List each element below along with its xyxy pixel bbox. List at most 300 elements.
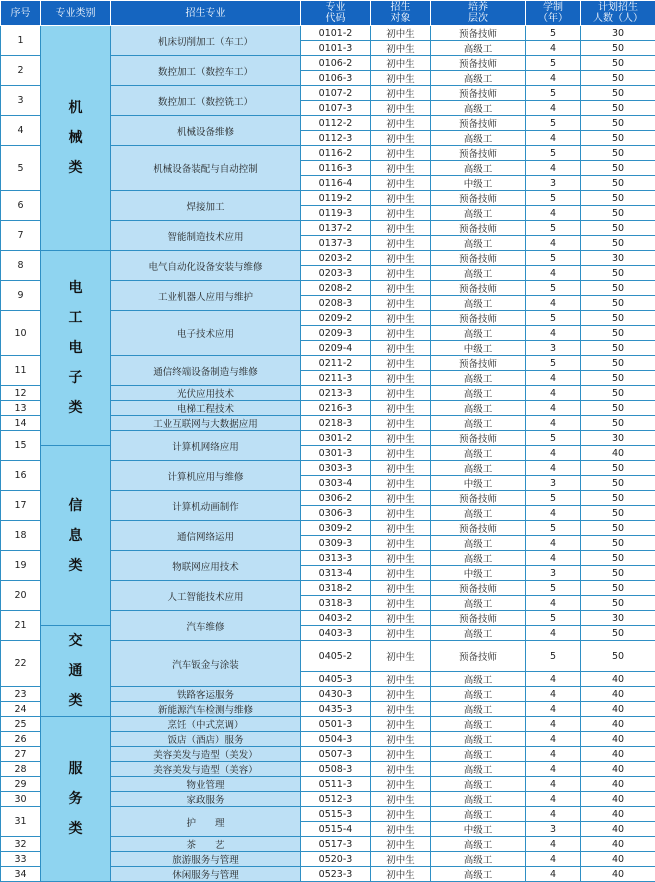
quota-cell: 30: [581, 611, 655, 626]
quota-cell: 40: [581, 792, 655, 807]
code-cell: 0301-2: [301, 431, 371, 446]
level-cell: 高级工: [431, 386, 526, 401]
years-cell: 5: [526, 491, 581, 506]
table-row: [1, 26, 655, 41]
quota-cell: 40: [581, 687, 655, 702]
years-cell: 4: [526, 71, 581, 86]
years-cell: 4: [526, 777, 581, 792]
target-cell: 初中生: [371, 26, 431, 41]
quota-cell: 50: [581, 146, 655, 161]
level-cell: 高级工: [431, 71, 526, 86]
years-cell: 4: [526, 101, 581, 116]
quota-cell: 50: [581, 131, 655, 146]
seq-cell: 18: [1, 521, 41, 551]
code-cell: 0435-3: [301, 702, 371, 717]
level-cell: 中级工: [431, 176, 526, 191]
target-cell: 初中生: [371, 476, 431, 491]
target-cell: 初中生: [371, 837, 431, 852]
quota-cell: 40: [581, 777, 655, 792]
target-cell: 初中生: [371, 71, 431, 86]
level-cell: 高级工: [431, 296, 526, 311]
years-cell: 4: [526, 732, 581, 747]
target-cell: 初中生: [371, 341, 431, 356]
category-cell: 交 通 类: [41, 626, 111, 717]
target-cell: 初中生: [371, 146, 431, 161]
target-cell: 初中生: [371, 206, 431, 221]
level-cell: 高级工: [431, 687, 526, 702]
major-name-cell: 烹饪（中式烹调）: [111, 717, 301, 732]
major-name-cell: 通信终端设备制造与维修: [111, 356, 301, 386]
target-cell: 初中生: [371, 506, 431, 521]
years-cell: 4: [526, 626, 581, 641]
code-cell: 0511-3: [301, 777, 371, 792]
years-cell: 4: [526, 762, 581, 777]
level-cell: 预备技师: [431, 86, 526, 101]
quota-cell: 50: [581, 116, 655, 131]
level-cell: 预备技师: [431, 116, 526, 131]
years-cell: 4: [526, 551, 581, 566]
code-cell: 0203-3: [301, 266, 371, 281]
years-cell: 4: [526, 401, 581, 416]
level-cell: 高级工: [431, 416, 526, 431]
quota-cell: 40: [581, 702, 655, 717]
code-cell: 0303-3: [301, 461, 371, 476]
code-cell: 0107-3: [301, 101, 371, 116]
major-name-cell: 旅游服务与管理: [111, 852, 301, 867]
years-cell: 4: [526, 867, 581, 882]
code-cell: 0318-3: [301, 596, 371, 611]
years-cell: 4: [526, 792, 581, 807]
code-cell: 0211-2: [301, 356, 371, 371]
code-cell: 0208-3: [301, 296, 371, 311]
target-cell: 初中生: [371, 747, 431, 762]
target-cell: 初中生: [371, 446, 431, 461]
target-cell: 初中生: [371, 116, 431, 131]
major-name-cell: 计算机动画制作: [111, 491, 301, 521]
header-level: 培养 层次: [431, 1, 526, 26]
target-cell: 初中生: [371, 852, 431, 867]
quota-cell: 50: [581, 386, 655, 401]
level-cell: 高级工: [431, 762, 526, 777]
seq-cell: 34: [1, 867, 41, 882]
major-name-cell: 汽车钣金与涂装: [111, 641, 301, 687]
code-cell: 0209-4: [301, 341, 371, 356]
level-cell: 高级工: [431, 852, 526, 867]
target-cell: 初中生: [371, 176, 431, 191]
target-cell: 初中生: [371, 551, 431, 566]
quota-cell: 50: [581, 41, 655, 56]
target-cell: 初中生: [371, 401, 431, 416]
level-cell: 预备技师: [431, 251, 526, 266]
code-cell: 0405-2: [301, 641, 371, 672]
level-cell: 高级工: [431, 161, 526, 176]
level-cell: 高级工: [431, 236, 526, 251]
code-cell: 0112-3: [301, 131, 371, 146]
years-cell: 4: [526, 702, 581, 717]
code-cell: 0520-3: [301, 852, 371, 867]
major-name-cell: 光伏应用技术: [111, 386, 301, 401]
years-cell: 5: [526, 221, 581, 236]
quota-cell: 50: [581, 506, 655, 521]
target-cell: 初中生: [371, 491, 431, 506]
target-cell: 初中生: [371, 56, 431, 71]
level-cell: 高级工: [431, 401, 526, 416]
target-cell: 初中生: [371, 86, 431, 101]
code-cell: 0116-4: [301, 176, 371, 191]
years-cell: 4: [526, 266, 581, 281]
quota-cell: 40: [581, 837, 655, 852]
years-cell: 4: [526, 807, 581, 822]
code-cell: 0106-3: [301, 71, 371, 86]
target-cell: 初中生: [371, 311, 431, 326]
target-cell: 初中生: [371, 566, 431, 581]
target-cell: 初中生: [371, 777, 431, 792]
target-cell: 初中生: [371, 236, 431, 251]
years-cell: 4: [526, 536, 581, 551]
years-cell: 3: [526, 176, 581, 191]
code-cell: 0209-3: [301, 326, 371, 341]
quota-cell: 50: [581, 566, 655, 581]
quota-cell: 50: [581, 356, 655, 371]
level-cell: 高级工: [431, 807, 526, 822]
level-cell: 预备技师: [431, 146, 526, 161]
target-cell: 初中生: [371, 641, 431, 672]
code-cell: 0137-2: [301, 221, 371, 236]
quota-cell: 50: [581, 71, 655, 86]
seq-cell: 15: [1, 431, 41, 461]
level-cell: 高级工: [431, 506, 526, 521]
level-cell: 高级工: [431, 867, 526, 882]
target-cell: 初中生: [371, 356, 431, 371]
level-cell: 高级工: [431, 326, 526, 341]
target-cell: 初中生: [371, 792, 431, 807]
quota-cell: 50: [581, 521, 655, 536]
code-cell: 0213-3: [301, 386, 371, 401]
target-cell: 初中生: [371, 687, 431, 702]
quota-cell: 50: [581, 266, 655, 281]
quota-cell: 50: [581, 641, 655, 672]
category-cell: 电 工 电 子 类: [41, 251, 111, 446]
code-cell: 0515-3: [301, 807, 371, 822]
years-cell: 3: [526, 822, 581, 837]
target-cell: 初中生: [371, 386, 431, 401]
level-cell: 高级工: [431, 371, 526, 386]
target-cell: 初中生: [371, 822, 431, 837]
years-cell: 4: [526, 687, 581, 702]
seq-cell: 25: [1, 717, 41, 732]
target-cell: 初中生: [371, 732, 431, 747]
level-cell: 预备技师: [431, 581, 526, 596]
quota-cell: 50: [581, 191, 655, 206]
code-cell: 0211-3: [301, 371, 371, 386]
major-name-cell: 数控加工（数控铣工）: [111, 86, 301, 116]
years-cell: 3: [526, 341, 581, 356]
level-cell: 高级工: [431, 101, 526, 116]
level-cell: 预备技师: [431, 191, 526, 206]
years-cell: 5: [526, 581, 581, 596]
level-cell: 预备技师: [431, 431, 526, 446]
major-name-cell: 电子技术应用: [111, 311, 301, 356]
years-cell: 4: [526, 41, 581, 56]
quota-cell: 50: [581, 461, 655, 476]
years-cell: 4: [526, 296, 581, 311]
seq-cell: 13: [1, 401, 41, 416]
quota-cell: 30: [581, 26, 655, 41]
level-cell: 预备技师: [431, 26, 526, 41]
target-cell: 初中生: [371, 431, 431, 446]
target-cell: 初中生: [371, 131, 431, 146]
years-cell: 4: [526, 506, 581, 521]
years-cell: 5: [526, 146, 581, 161]
code-cell: 0309-2: [301, 521, 371, 536]
quota-cell: 50: [581, 551, 655, 566]
code-cell: 0116-3: [301, 161, 371, 176]
years-cell: 4: [526, 386, 581, 401]
seq-cell: 14: [1, 416, 41, 431]
major-name-cell: 机械设备装配与自动控制: [111, 146, 301, 191]
code-cell: 0119-2: [301, 191, 371, 206]
level-cell: 高级工: [431, 461, 526, 476]
code-cell: 0203-2: [301, 251, 371, 266]
level-cell: 高级工: [431, 717, 526, 732]
header-quota: 计划招生 人数（人）: [581, 1, 655, 26]
years-cell: 4: [526, 461, 581, 476]
target-cell: 初中生: [371, 326, 431, 341]
level-cell: 高级工: [431, 702, 526, 717]
quota-cell: 50: [581, 221, 655, 236]
years-cell: 4: [526, 672, 581, 687]
quota-cell: 50: [581, 626, 655, 641]
years-cell: 5: [526, 641, 581, 672]
quota-cell: 50: [581, 326, 655, 341]
code-cell: 0318-2: [301, 581, 371, 596]
target-cell: 初中生: [371, 191, 431, 206]
seq-cell: 30: [1, 792, 41, 807]
header-target: 招生 对象: [371, 1, 431, 26]
level-cell: 高级工: [431, 732, 526, 747]
seq-cell: 16: [1, 461, 41, 491]
seq-cell: 8: [1, 251, 41, 281]
quota-cell: 50: [581, 476, 655, 491]
major-name-cell: 新能源汽车检测与维修: [111, 702, 301, 717]
target-cell: 初中生: [371, 717, 431, 732]
target-cell: 初中生: [371, 536, 431, 551]
table-row: [1, 251, 655, 266]
major-name-cell: 智能制造技术应用: [111, 221, 301, 251]
quota-cell: 30: [581, 251, 655, 266]
level-cell: 高级工: [431, 206, 526, 221]
seq-cell: 27: [1, 747, 41, 762]
table-header-row: [1, 1, 655, 26]
years-cell: 5: [526, 311, 581, 326]
target-cell: 初中生: [371, 281, 431, 296]
major-name-cell: 人工智能技术应用: [111, 581, 301, 611]
code-cell: 0515-4: [301, 822, 371, 837]
years-cell: 5: [526, 191, 581, 206]
quota-cell: 50: [581, 86, 655, 101]
seq-cell: 19: [1, 551, 41, 581]
level-cell: 高级工: [431, 266, 526, 281]
major-name-cell: 计算机网络应用: [111, 431, 301, 461]
level-cell: 高级工: [431, 551, 526, 566]
code-cell: 0209-2: [301, 311, 371, 326]
years-cell: 4: [526, 326, 581, 341]
level-cell: 高级工: [431, 777, 526, 792]
target-cell: 初中生: [371, 461, 431, 476]
level-cell: 预备技师: [431, 356, 526, 371]
level-cell: 预备技师: [431, 521, 526, 536]
header-seq: 序号: [1, 1, 41, 26]
seq-cell: 24: [1, 702, 41, 717]
major-name-cell: 铁路客运服务: [111, 687, 301, 702]
years-cell: 5: [526, 26, 581, 41]
years-cell: 4: [526, 852, 581, 867]
code-cell: 0137-3: [301, 236, 371, 251]
code-cell: 0107-2: [301, 86, 371, 101]
code-cell: 0106-2: [301, 56, 371, 71]
level-cell: 预备技师: [431, 641, 526, 672]
target-cell: 初中生: [371, 702, 431, 717]
years-cell: 4: [526, 596, 581, 611]
major-name-cell: 茶 艺: [111, 837, 301, 852]
major-name-cell: 工业互联网与大数据应用: [111, 416, 301, 431]
level-cell: 高级工: [431, 596, 526, 611]
seq-cell: 4: [1, 116, 41, 146]
code-cell: 0309-3: [301, 536, 371, 551]
header-code: 专业 代码: [301, 1, 371, 26]
quota-cell: 40: [581, 807, 655, 822]
quota-cell: 40: [581, 717, 655, 732]
major-name-cell: 饭店（酒店）服务: [111, 732, 301, 747]
years-cell: 4: [526, 416, 581, 431]
level-cell: 高级工: [431, 626, 526, 641]
years-cell: 4: [526, 446, 581, 461]
years-cell: 3: [526, 476, 581, 491]
years-cell: 5: [526, 356, 581, 371]
years-cell: 5: [526, 431, 581, 446]
code-cell: 0303-4: [301, 476, 371, 491]
target-cell: 初中生: [371, 672, 431, 687]
code-cell: 0112-2: [301, 116, 371, 131]
quota-cell: 40: [581, 867, 655, 882]
major-name-cell: 数控加工（数控车工）: [111, 56, 301, 86]
quota-cell: 40: [581, 732, 655, 747]
major-name-cell: 美容美发与造型（美容）: [111, 762, 301, 777]
years-cell: 4: [526, 371, 581, 386]
seq-cell: 1: [1, 26, 41, 56]
target-cell: 初中生: [371, 611, 431, 626]
seq-cell: 11: [1, 356, 41, 386]
quota-cell: 50: [581, 581, 655, 596]
code-cell: 0218-3: [301, 416, 371, 431]
quota-cell: 50: [581, 491, 655, 506]
code-cell: 0430-3: [301, 687, 371, 702]
code-cell: 0507-3: [301, 747, 371, 762]
quota-cell: 50: [581, 296, 655, 311]
target-cell: 初中生: [371, 371, 431, 386]
level-cell: 中级工: [431, 822, 526, 837]
header-category: 专业类别: [41, 1, 111, 26]
seq-cell: 2: [1, 56, 41, 86]
seq-cell: 22: [1, 641, 41, 687]
target-cell: 初中生: [371, 416, 431, 431]
code-cell: 0306-2: [301, 491, 371, 506]
code-cell: 0403-3: [301, 626, 371, 641]
quota-cell: 30: [581, 431, 655, 446]
seq-cell: 21: [1, 611, 41, 641]
quota-cell: 50: [581, 311, 655, 326]
code-cell: 0306-3: [301, 506, 371, 521]
level-cell: 预备技师: [431, 221, 526, 236]
major-name-cell: 电气自动化设备安装与维修: [111, 251, 301, 281]
level-cell: 中级工: [431, 341, 526, 356]
quota-cell: 50: [581, 536, 655, 551]
target-cell: 初中生: [371, 867, 431, 882]
target-cell: 初中生: [371, 626, 431, 641]
seq-cell: 3: [1, 86, 41, 116]
years-cell: 5: [526, 86, 581, 101]
major-name-cell: 物联网应用技术: [111, 551, 301, 581]
quota-cell: 50: [581, 206, 655, 221]
major-name-cell: 家政服务: [111, 792, 301, 807]
target-cell: 初中生: [371, 41, 431, 56]
major-name-cell: 美容美发与造型（美发）: [111, 747, 301, 762]
seq-cell: 5: [1, 146, 41, 191]
target-cell: 初中生: [371, 521, 431, 536]
seq-cell: 10: [1, 311, 41, 356]
target-cell: 初中生: [371, 221, 431, 236]
target-cell: 初中生: [371, 581, 431, 596]
target-cell: 初中生: [371, 296, 431, 311]
quota-cell: 40: [581, 852, 655, 867]
table-row: [1, 717, 655, 732]
major-name-cell: 物业管理: [111, 777, 301, 792]
seq-cell: 12: [1, 386, 41, 401]
level-cell: 高级工: [431, 672, 526, 687]
code-cell: 0504-3: [301, 732, 371, 747]
quota-cell: 50: [581, 371, 655, 386]
years-cell: 4: [526, 837, 581, 852]
table-row: [1, 626, 655, 641]
code-cell: 0517-3: [301, 837, 371, 852]
quota-cell: 50: [581, 416, 655, 431]
table-row: [1, 446, 655, 461]
level-cell: 高级工: [431, 792, 526, 807]
seq-cell: 17: [1, 491, 41, 521]
seq-cell: 26: [1, 732, 41, 747]
code-cell: 0119-3: [301, 206, 371, 221]
years-cell: 5: [526, 56, 581, 71]
target-cell: 初中生: [371, 762, 431, 777]
code-cell: 0101-2: [301, 26, 371, 41]
code-cell: 0523-3: [301, 867, 371, 882]
major-name-cell: 汽车维修: [111, 611, 301, 641]
code-cell: 0116-2: [301, 146, 371, 161]
seq-cell: 7: [1, 221, 41, 251]
quota-cell: 50: [581, 101, 655, 116]
code-cell: 0208-2: [301, 281, 371, 296]
quota-cell: 50: [581, 56, 655, 71]
years-cell: 4: [526, 131, 581, 146]
seq-cell: 9: [1, 281, 41, 311]
major-name-cell: 电梯工程技术: [111, 401, 301, 416]
code-cell: 0508-3: [301, 762, 371, 777]
seq-cell: 6: [1, 191, 41, 221]
quota-cell: 50: [581, 236, 655, 251]
quota-cell: 50: [581, 341, 655, 356]
code-cell: 0313-4: [301, 566, 371, 581]
code-cell: 0101-3: [301, 41, 371, 56]
